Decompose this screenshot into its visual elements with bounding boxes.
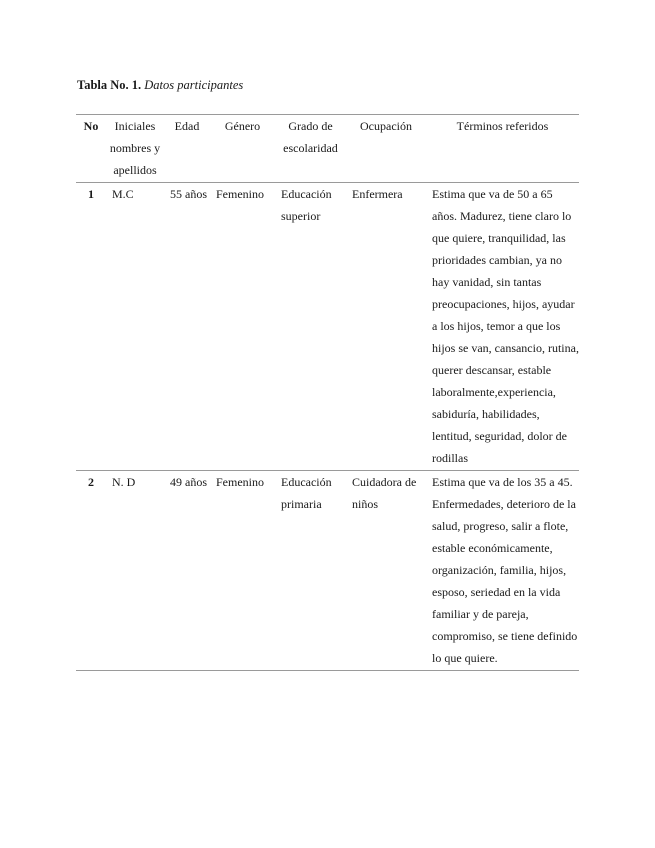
table-caption — [77, 77, 243, 93]
cell-iniciales: M.C — [112, 187, 134, 201]
header-iniciales: Iniciales nombres y apellidos — [109, 119, 161, 177]
header-no: No — [83, 119, 99, 133]
table-row — [76, 471, 579, 671]
header-genero: Género — [224, 119, 261, 133]
caption-title: Datos participantes — [144, 78, 244, 92]
cell-grado: Educación primaria — [281, 475, 332, 511]
cell-genero: Femenino — [216, 187, 264, 201]
table-header-row — [76, 115, 579, 183]
cell-genero: Femenino — [216, 475, 264, 489]
header-grado: Grado de escolaridad — [283, 119, 338, 155]
header-terminos: Términos referidos — [456, 119, 549, 133]
cell-iniciales: N. D — [112, 475, 136, 489]
cell-edad: 49 años — [170, 475, 207, 489]
cell-ocupacion: Enfermera — [352, 187, 403, 201]
participants-table — [76, 114, 579, 671]
table-row — [76, 183, 579, 471]
cell-no: 2 — [88, 475, 94, 489]
header-ocupacion: Ocupación — [360, 119, 412, 133]
cell-terminos: Estima que va de los 35 a 45. Enfermedades, deterioro de la salud, progreso, salir a flote, estable económicamente, organización, familia, hijos, esposo, seriedad en la vida familiar y de pareja, compromiso, se tiene definido lo que quiere. — [432, 475, 578, 665]
cell-ocupacion: Cuidadora de niños — [352, 475, 417, 511]
caption-label: Tabla No. 1. — [77, 78, 142, 92]
cell-no: 1 — [88, 187, 94, 201]
cell-edad: 55 años — [170, 187, 207, 201]
header-edad: Edad — [174, 119, 200, 133]
cell-grado: Educación superior — [281, 187, 332, 223]
cell-terminos: Estima que va de 50 a 65 años. Madurez, tiene claro lo que quiere, tranquilidad, las prioridades cambian, ya no hay vanidad, sin tantas preocupaciones, hijos, ayudar a los hijos, temor a que los hijos se van, cansancio, rutina, querer descansar, estable laboralmente,experiencia, sabiduría, habilidades, lentitud, seguridad, dolor de rodillas — [432, 187, 579, 465]
